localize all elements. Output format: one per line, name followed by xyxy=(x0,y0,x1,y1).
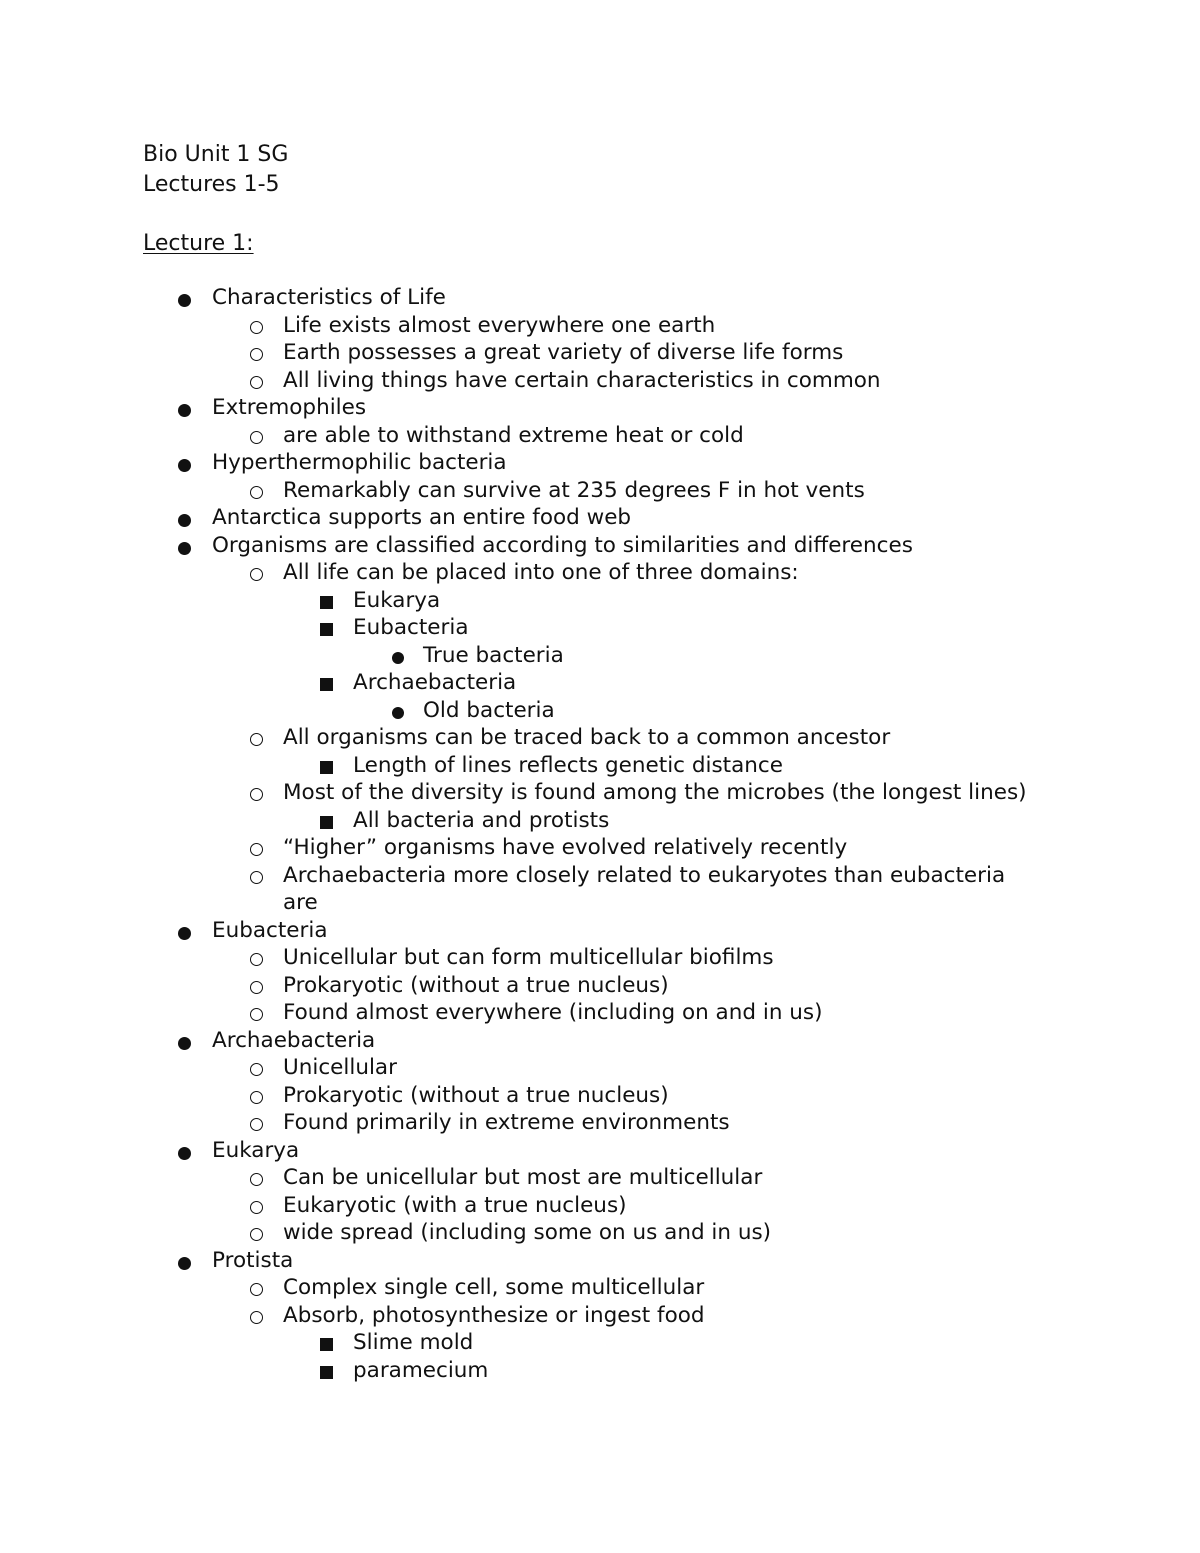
list-item xyxy=(0,752,1043,780)
hollow-circle-bullet-icon xyxy=(250,788,263,801)
list-item xyxy=(0,1329,1043,1357)
list-item-text: paramecium xyxy=(353,1357,489,1383)
square-bullet-icon xyxy=(320,623,333,636)
list-item xyxy=(0,779,1200,807)
list-item-text: Earth possesses a great variety of diverse life forms xyxy=(283,340,844,365)
hollow-circle-bullet-icon xyxy=(250,1228,263,1241)
list-item xyxy=(0,504,1200,532)
list-item-text: Characteristics of Life xyxy=(212,285,446,310)
square-bullet-icon xyxy=(320,1338,333,1351)
list-item-text: Eukaryotic (with a true nucleus) xyxy=(283,1192,627,1218)
list-item xyxy=(0,944,1200,972)
list-item-text: Complex single cell, some multicellular xyxy=(283,1275,705,1300)
filled-circle-bullet-icon xyxy=(178,542,191,555)
square-bullet-icon xyxy=(320,678,333,691)
list-item-text: Eubacteria xyxy=(212,917,328,943)
filled-circle-bullet-icon xyxy=(178,1147,191,1160)
list-item-text: Length of lines reflects genetic distance xyxy=(353,752,783,778)
list-item-text: Can be unicellular but most are multicellular xyxy=(283,1165,763,1190)
list-item xyxy=(0,834,1200,862)
list-item xyxy=(0,559,1200,587)
list-item-text: Found almost everywhere (including on and in us) xyxy=(283,1000,823,1025)
list-item-text: All bacteria and protists xyxy=(353,807,610,833)
list-item-text: All organisms can be traced back to a common ancestor xyxy=(283,725,891,750)
hollow-circle-bullet-icon xyxy=(250,348,263,361)
list-item xyxy=(0,339,1200,367)
list-item-text: Archaebacteria xyxy=(353,670,517,695)
list-item xyxy=(0,999,1200,1027)
filled-circle-bullet-icon xyxy=(178,1037,191,1050)
list-item-text: Unicellular xyxy=(283,1055,397,1080)
list-item-text: Remarkably can survive at 235 degrees F in hot vents xyxy=(283,477,865,503)
list-item xyxy=(0,422,1200,450)
list-item xyxy=(0,697,1200,725)
list-item-text: Eukarya xyxy=(212,1137,300,1163)
list-item xyxy=(0,532,1200,560)
list-item xyxy=(0,587,1043,615)
list-item xyxy=(0,1274,1200,1302)
filled-circle-bullet-icon xyxy=(178,1257,191,1270)
list-item xyxy=(0,862,1043,917)
list-item-text: Prokaryotic (without a true nucleus) xyxy=(283,972,669,998)
hollow-circle-bullet-icon xyxy=(250,733,263,746)
square-bullet-icon xyxy=(320,1366,333,1379)
list-item xyxy=(0,367,1200,395)
list-item xyxy=(0,807,1043,835)
list-item xyxy=(0,972,1200,1000)
list-item-text: Organisms are classified according to similarities and differences xyxy=(212,532,913,558)
list-item-text: Eukarya xyxy=(353,587,441,613)
list-item xyxy=(0,1219,1200,1247)
list-item-text: Archaebacteria xyxy=(212,1027,376,1053)
hollow-circle-bullet-icon xyxy=(250,1283,263,1296)
filled-circle-bullet-icon xyxy=(392,707,404,719)
hollow-circle-bullet-icon xyxy=(250,871,263,884)
list-item xyxy=(0,642,1200,670)
hollow-circle-bullet-icon xyxy=(250,953,263,966)
list-item xyxy=(0,284,1200,312)
list-item-text: Prokaryotic (without a true nucleus) xyxy=(283,1082,669,1108)
list-item xyxy=(0,312,1200,340)
hollow-circle-bullet-icon xyxy=(250,1201,263,1214)
list-item-text: Eubacteria xyxy=(353,615,469,640)
list-item xyxy=(0,614,1043,642)
list-item-text: Antarctica supports an entire food web xyxy=(212,505,632,530)
hollow-circle-bullet-icon xyxy=(250,843,263,856)
list-item xyxy=(0,1357,1043,1385)
list-item-text: Old bacteria xyxy=(423,697,555,723)
list-item-text: Most of the diversity is found among the microbes (the longest lines) xyxy=(283,780,1027,805)
list-item-text: Archaebacteria more closely related to eukaryotes than eubacteria are xyxy=(283,862,1006,915)
hollow-circle-bullet-icon xyxy=(250,321,263,334)
list-item xyxy=(0,1302,1200,1330)
hollow-circle-bullet-icon xyxy=(250,431,263,444)
list-item xyxy=(0,1192,1200,1220)
hollow-circle-bullet-icon xyxy=(250,1118,263,1131)
list-item xyxy=(0,1137,1200,1165)
list-item-text: Found primarily in extreme environments xyxy=(283,1110,730,1135)
filled-circle-bullet-icon xyxy=(178,514,191,527)
hollow-circle-bullet-icon xyxy=(250,376,263,389)
filled-circle-bullet-icon xyxy=(392,652,404,664)
list-item xyxy=(0,1082,1200,1110)
list-item xyxy=(0,917,1200,945)
list-item-text: True bacteria xyxy=(423,642,564,668)
notes-outline xyxy=(0,284,1200,1384)
list-item xyxy=(0,394,1200,422)
list-item-text: All living things have certain characteristics in common xyxy=(283,367,881,393)
hollow-circle-bullet-icon xyxy=(250,568,263,581)
list-item xyxy=(0,449,1200,477)
filled-circle-bullet-icon xyxy=(178,294,191,307)
list-item-text: Life exists almost everywhere one earth xyxy=(283,312,716,338)
list-item xyxy=(0,1109,1200,1137)
list-item xyxy=(0,724,1200,752)
list-item-text: Hyperthermophilic bacteria xyxy=(212,450,507,475)
hollow-circle-bullet-icon xyxy=(250,1063,263,1076)
filled-circle-bullet-icon xyxy=(178,404,191,417)
list-item-text: wide spread (including some on us and in us) xyxy=(283,1220,772,1245)
list-item xyxy=(0,477,1200,505)
list-item-text: Unicellular but can form multicellular biofilms xyxy=(283,945,774,970)
hollow-circle-bullet-icon xyxy=(250,1091,263,1104)
section-heading: Lecture 1: xyxy=(143,231,254,256)
filled-circle-bullet-icon xyxy=(178,927,191,940)
hollow-circle-bullet-icon xyxy=(250,486,263,499)
list-item-text: are able to withstand extreme heat or cold xyxy=(283,422,744,448)
document-title: Bio Unit 1 SG xyxy=(143,142,289,167)
hollow-circle-bullet-icon xyxy=(250,1008,263,1021)
hollow-circle-bullet-icon xyxy=(250,1311,263,1324)
list-item xyxy=(0,1247,1200,1275)
hollow-circle-bullet-icon xyxy=(250,1173,263,1186)
square-bullet-icon xyxy=(320,761,333,774)
list-item-text: All life can be placed into one of three domains: xyxy=(283,560,799,585)
square-bullet-icon xyxy=(320,596,333,609)
document-subtitle: Lectures 1-5 xyxy=(143,172,280,197)
list-item-text: Slime mold xyxy=(353,1330,474,1355)
hollow-circle-bullet-icon xyxy=(250,981,263,994)
list-item-text: “Higher” organisms have evolved relatively recently xyxy=(283,835,848,860)
list-item-text: Absorb, photosynthesize or ingest food xyxy=(283,1302,705,1328)
list-item-text: Extremophiles xyxy=(212,395,367,420)
list-item-text: Protista xyxy=(212,1247,294,1273)
filled-circle-bullet-icon xyxy=(178,459,191,472)
list-item xyxy=(0,1054,1200,1082)
square-bullet-icon xyxy=(320,816,333,829)
list-item xyxy=(0,1027,1200,1055)
list-item xyxy=(0,1164,1200,1192)
list-item xyxy=(0,669,1043,697)
